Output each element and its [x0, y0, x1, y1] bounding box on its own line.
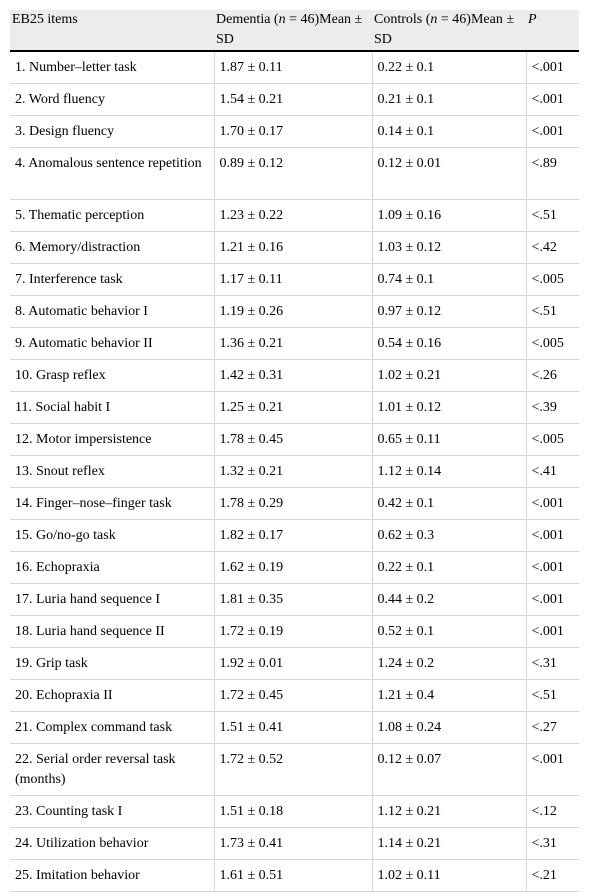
cell-p-value: <.31 — [526, 648, 579, 680]
cell-p-value: <.41 — [526, 456, 579, 488]
table-row — [10, 392, 579, 424]
cell-p-value: <.001 — [526, 616, 579, 648]
cell-item: 3. Design fluency — [10, 116, 214, 148]
header-dementia — [214, 10, 372, 51]
table-row — [10, 744, 579, 796]
cell-p-value: <.001 — [526, 84, 579, 116]
cell-item: 6. Memory/distraction — [10, 232, 214, 264]
cell-dementia: 1.62 ± 0.19 — [214, 552, 372, 584]
header-dementia-prefix: Dementia ( — [216, 12, 279, 27]
cell-controls: 1.12 ± 0.14 — [372, 456, 526, 488]
table-row — [10, 648, 579, 680]
header-controls — [372, 10, 526, 51]
cell-item: 21. Complex command task — [10, 712, 214, 744]
cell-item: 13. Snout reflex — [10, 456, 214, 488]
cell-dementia: 1.25 ± 0.21 — [214, 392, 372, 424]
cell-p-value: <.42 — [526, 232, 579, 264]
cell-item: 11. Social habit I — [10, 392, 214, 424]
table-row — [10, 328, 579, 360]
cell-item: 25. Imitation behavior — [10, 860, 214, 892]
cell-p-value: <.001 — [526, 744, 579, 796]
results-table-container — [10, 10, 579, 892]
cell-controls: 0.12 ± 0.01 — [372, 148, 526, 200]
cell-controls: 0.97 ± 0.12 — [372, 296, 526, 328]
cell-controls: 0.22 ± 0.1 — [372, 552, 526, 584]
cell-controls: 1.21 ± 0.4 — [372, 680, 526, 712]
cell-p-value: <.31 — [526, 828, 579, 860]
table-row — [10, 84, 579, 116]
cell-dementia: 1.23 ± 0.22 — [214, 200, 372, 232]
cell-controls: 1.24 ± 0.2 — [372, 648, 526, 680]
cell-p-value: <.001 — [526, 488, 579, 520]
header-items-label: EB25 items — [12, 12, 78, 27]
cell-controls: 0.52 ± 0.1 — [372, 616, 526, 648]
cell-dementia: 1.73 ± 0.41 — [214, 828, 372, 860]
cell-controls: 1.01 ± 0.12 — [372, 392, 526, 424]
cell-controls: 0.54 ± 0.16 — [372, 328, 526, 360]
cell-dementia: 1.78 ± 0.45 — [214, 424, 372, 456]
cell-p-value: <.89 — [526, 148, 579, 200]
cell-dementia: 1.17 ± 0.11 — [214, 264, 372, 296]
cell-dementia: 1.72 ± 0.45 — [214, 680, 372, 712]
cell-p-value: <.51 — [526, 296, 579, 328]
cell-controls: 0.42 ± 0.1 — [372, 488, 526, 520]
table-row — [10, 232, 579, 264]
cell-dementia: 1.51 ± 0.41 — [214, 712, 372, 744]
header-dementia-suffix: = 46)Mean ± SD — [216, 12, 363, 47]
cell-p-value: <.39 — [526, 392, 579, 424]
cell-item: 2. Word fluency — [10, 84, 214, 116]
cell-p-value: <.005 — [526, 424, 579, 456]
cell-controls: 0.14 ± 0.1 — [372, 116, 526, 148]
cell-dementia: 1.81 ± 0.35 — [214, 584, 372, 616]
table-header — [10, 10, 579, 51]
cell-controls: 0.12 ± 0.07 — [372, 744, 526, 796]
table-row — [10, 264, 579, 296]
cell-p-value: <.51 — [526, 200, 579, 232]
cell-controls: 1.02 ± 0.21 — [372, 360, 526, 392]
cell-controls: 1.03 ± 0.12 — [372, 232, 526, 264]
table-row — [10, 360, 579, 392]
table-row — [10, 51, 579, 84]
table-row — [10, 488, 579, 520]
cell-item: 20. Echopraxia II — [10, 680, 214, 712]
header-items — [10, 10, 214, 51]
cell-dementia: 1.32 ± 0.21 — [214, 456, 372, 488]
cell-item: 8. Automatic behavior I — [10, 296, 214, 328]
table-row — [10, 584, 579, 616]
cell-controls: 1.14 ± 0.21 — [372, 828, 526, 860]
cell-controls: 0.74 ± 0.1 — [372, 264, 526, 296]
cell-p-value: <.005 — [526, 328, 579, 360]
cell-p-value: <.26 — [526, 360, 579, 392]
table-row — [10, 712, 579, 744]
table-body — [10, 51, 579, 892]
cell-dementia: 0.89 ± 0.12 — [214, 148, 372, 200]
cell-item: 1. Number–letter task — [10, 51, 214, 84]
table-row — [10, 680, 579, 712]
cell-dementia: 1.87 ± 0.11 — [214, 51, 372, 84]
cell-item: 5. Thematic perception — [10, 200, 214, 232]
cell-p-value: <.12 — [526, 796, 579, 828]
cell-dementia: 1.72 ± 0.19 — [214, 616, 372, 648]
cell-p-value: <.51 — [526, 680, 579, 712]
table-row — [10, 148, 579, 200]
cell-item: 18. Luria hand sequence II — [10, 616, 214, 648]
cell-item: 15. Go/no-go task — [10, 520, 214, 552]
header-p-value — [526, 10, 579, 51]
table-row — [10, 616, 579, 648]
table-row — [10, 552, 579, 584]
cell-item: 7. Interference task — [10, 264, 214, 296]
cell-dementia: 1.54 ± 0.21 — [214, 84, 372, 116]
cell-item: 23. Counting task I — [10, 796, 214, 828]
cell-dementia: 1.36 ± 0.21 — [214, 328, 372, 360]
header-controls-prefix: Controls ( — [374, 12, 431, 27]
cell-controls: 1.08 ± 0.24 — [372, 712, 526, 744]
table-row — [10, 456, 579, 488]
table-row — [10, 860, 579, 892]
cell-item: 17. Luria hand sequence I — [10, 584, 214, 616]
cell-p-value: <.001 — [526, 520, 579, 552]
cell-controls: 1.09 ± 0.16 — [372, 200, 526, 232]
cell-dementia: 1.51 ± 0.18 — [214, 796, 372, 828]
cell-p-value: <.21 — [526, 860, 579, 892]
cell-dementia: 1.82 ± 0.17 — [214, 520, 372, 552]
header-controls-suffix: = 46)Mean ± SD — [374, 12, 515, 47]
cell-item: 16. Echopraxia — [10, 552, 214, 584]
table-row — [10, 296, 579, 328]
cell-p-value: <.001 — [526, 552, 579, 584]
cell-dementia: 1.92 ± 0.01 — [214, 648, 372, 680]
cell-p-value: <.005 — [526, 264, 579, 296]
cell-controls: 0.22 ± 0.1 — [372, 51, 526, 84]
header-row — [10, 10, 579, 51]
cell-controls: 1.02 ± 0.11 — [372, 860, 526, 892]
cell-controls: 0.21 ± 0.1 — [372, 84, 526, 116]
table-row — [10, 796, 579, 828]
cell-dementia: 1.70 ± 0.17 — [214, 116, 372, 148]
table-row — [10, 828, 579, 860]
cell-dementia: 1.78 ± 0.29 — [214, 488, 372, 520]
cell-controls: 0.44 ± 0.2 — [372, 584, 526, 616]
cell-item: 19. Grip task — [10, 648, 214, 680]
table-row — [10, 520, 579, 552]
header-dementia-n: n — [278, 12, 286, 27]
table-row — [10, 116, 579, 148]
cell-controls: 1.12 ± 0.21 — [372, 796, 526, 828]
cell-item: 4. Anomalous sentence repetition — [10, 148, 214, 200]
cell-item: 14. Finger–nose–finger task — [10, 488, 214, 520]
cell-dementia: 1.72 ± 0.52 — [214, 744, 372, 796]
cell-item: 24. Utilization behavior — [10, 828, 214, 860]
eb25-results-table — [10, 10, 579, 892]
cell-dementia: 1.42 ± 0.31 — [214, 360, 372, 392]
cell-controls: 0.65 ± 0.11 — [372, 424, 526, 456]
cell-dementia: 1.21 ± 0.16 — [214, 232, 372, 264]
table-row — [10, 200, 579, 232]
cell-p-value: <.27 — [526, 712, 579, 744]
cell-p-value: <.001 — [526, 116, 579, 148]
cell-p-value: <.001 — [526, 584, 579, 616]
header-controls-n: n — [430, 12, 438, 27]
table-row — [10, 424, 579, 456]
cell-item: 12. Motor impersistence — [10, 424, 214, 456]
cell-controls: 0.62 ± 0.3 — [372, 520, 526, 552]
cell-p-value: <.001 — [526, 51, 579, 84]
cell-item: 9. Automatic behavior II — [10, 328, 214, 360]
header-p-label: P — [528, 12, 537, 27]
cell-item: 22. Serial order reversal task (months) — [10, 744, 214, 796]
cell-dementia: 1.19 ± 0.26 — [214, 296, 372, 328]
cell-dementia: 1.61 ± 0.51 — [214, 860, 372, 892]
cell-item: 10. Grasp reflex — [10, 360, 214, 392]
